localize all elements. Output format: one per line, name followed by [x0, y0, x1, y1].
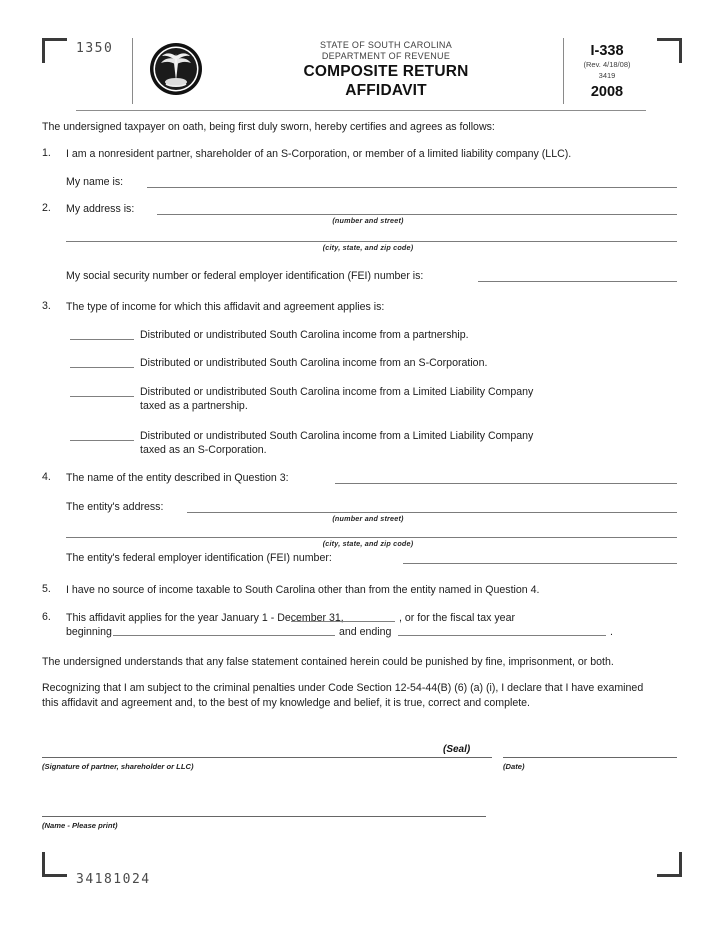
item-6-number: 6.: [42, 611, 51, 623]
penalties-paragraph: Recognizing that I am subject to the criminal penalties under Code Section 12-54-44(B) (6) (a) (i), I declare that I have examined this affidavit and agreement and, to the best of my knowledge and belief, it is true, correct and complete.: [42, 682, 644, 709]
registration-mark-bottom-right: [657, 852, 682, 877]
city-caption: (city, state, and zip code): [322, 243, 414, 252]
scan-number-top: 1350: [76, 41, 114, 56]
my-address-city-input-line[interactable]: [66, 241, 677, 242]
form-number-block: [571, 42, 643, 102]
item-3-text: The type of income for which this affidavit and agreement applies is:: [66, 301, 385, 313]
item-6-beginning-blank[interactable]: [113, 635, 335, 636]
form-title-block: [216, 40, 556, 100]
item-6-text-part-3: beginning: [66, 626, 112, 638]
header-divider-left: [132, 38, 133, 104]
registration-mark-top-right: [657, 38, 682, 63]
street-caption: (number and street): [332, 216, 404, 225]
form-title-line-1: COMPOSITE RETURN: [303, 63, 469, 80]
item-6-calendar-year-blank[interactable]: [291, 621, 395, 622]
form-header: [76, 38, 646, 110]
registration-mark-top-left: [42, 38, 67, 63]
form-revision: (Rev. 4/18/08): [583, 60, 631, 69]
form-code: 3419: [598, 71, 616, 80]
item-3-option-2-blank[interactable]: [70, 367, 134, 368]
my-address-street-input-line[interactable]: [157, 214, 677, 215]
ssn-fei-label: My social security number or federal employer identification (FEI) number is:: [66, 270, 424, 282]
my-name-input-line[interactable]: [147, 187, 677, 188]
tax-year: 2008: [590, 84, 624, 100]
item-5-text: I have no source of income taxable to South Carolina other than from the entity named in Question 4.: [66, 584, 540, 596]
form-number: I-338: [590, 43, 624, 59]
entity-fei-label: The entity's federal employer identification (FEI) number:: [66, 552, 332, 564]
signature-caption: (Signature of partner, shareholder or LLC): [42, 762, 194, 771]
item-6-ending-blank[interactable]: [398, 635, 606, 636]
entity-address-street-input-line[interactable]: [187, 512, 677, 513]
item-3-option-3-blank[interactable]: [70, 396, 134, 397]
state-line: STATE OF SOUTH CAROLINA: [319, 40, 453, 50]
my-name-label: My name is:: [66, 176, 124, 188]
printed-name-caption: (Name - Please print): [42, 821, 118, 830]
item-3-option-3-text-line-1: Distributed or undistributed South Carolina income from a Limited Liability Company: [140, 386, 534, 398]
item-3-option-4-text-line-1: Distributed or undistributed South Carolina income from a Limited Liability Company: [140, 430, 534, 442]
item-2-number: 2.: [42, 202, 51, 214]
false-statement-paragraph: The undersigned understands that any false statement contained herein could be punished by fine, imprisonment, or both.: [42, 656, 614, 668]
entity-fei-input-line[interactable]: [403, 563, 677, 564]
entity-address-city-input-line[interactable]: [66, 537, 677, 538]
item-3-option-2-text: Distributed or undistributed South Carolina income from an S-Corporation.: [140, 357, 488, 369]
intro-text: The undersigned taxpayer on oath, being first duly sworn, hereby certifies and agrees as follows:: [42, 121, 495, 133]
item-3-option-1-blank[interactable]: [70, 339, 134, 340]
item-3-option-1-text: Distributed or undistributed South Carolina income from a partnership.: [140, 329, 469, 341]
item-6-text-part-2: , or for the fiscal tax year: [399, 612, 515, 624]
item-1-text: I am a nonresident partner, shareholder of an S-Corporation, or member of a limited liability company (LLC).: [66, 148, 572, 160]
item-3-option-4-text-line-2: taxed as an S-Corporation.: [140, 444, 267, 456]
entity-name-input-line[interactable]: [335, 483, 677, 484]
form-title-line-2: AFFIDAVIT: [345, 82, 427, 99]
item-6-text-part-1: This affidavit applies for the year January 1 - December 31,: [66, 612, 344, 624]
header-bottom-rule: [76, 110, 646, 111]
south-carolina-state-seal-icon: [148, 41, 204, 97]
department-line: DEPARTMENT OF REVENUE: [321, 51, 451, 61]
item-4-text: The name of the entity described in Question 3:: [66, 472, 289, 484]
date-caption: (Date): [503, 762, 525, 771]
item-3-option-4-blank[interactable]: [70, 440, 134, 441]
item-3-option-3-text-line-2: taxed as a partnership.: [140, 400, 248, 412]
scan-number-bottom: 34181024: [76, 872, 151, 887]
entity-street-caption: (number and street): [332, 514, 404, 523]
entity-city-caption: (city, state, and zip code): [322, 539, 414, 548]
item-1-number: 1.: [42, 147, 51, 159]
my-address-label: My address is:: [66, 203, 135, 215]
header-divider-right: [563, 38, 564, 104]
ssn-fei-input-line[interactable]: [478, 281, 677, 282]
item-3-number: 3.: [42, 300, 51, 312]
item-6-text-part-4: and ending: [339, 626, 392, 638]
seal-label: (Seal): [443, 744, 471, 755]
item-6-text-part-5: .: [610, 626, 613, 638]
signature-input-line[interactable]: [42, 757, 492, 758]
date-input-line[interactable]: [503, 757, 677, 758]
item-4-number: 4.: [42, 471, 51, 483]
printed-name-input-line[interactable]: [42, 816, 486, 817]
registration-mark-bottom-left: [42, 852, 67, 877]
entity-address-label: The entity's address:: [66, 501, 164, 513]
item-5-number: 5.: [42, 583, 51, 595]
